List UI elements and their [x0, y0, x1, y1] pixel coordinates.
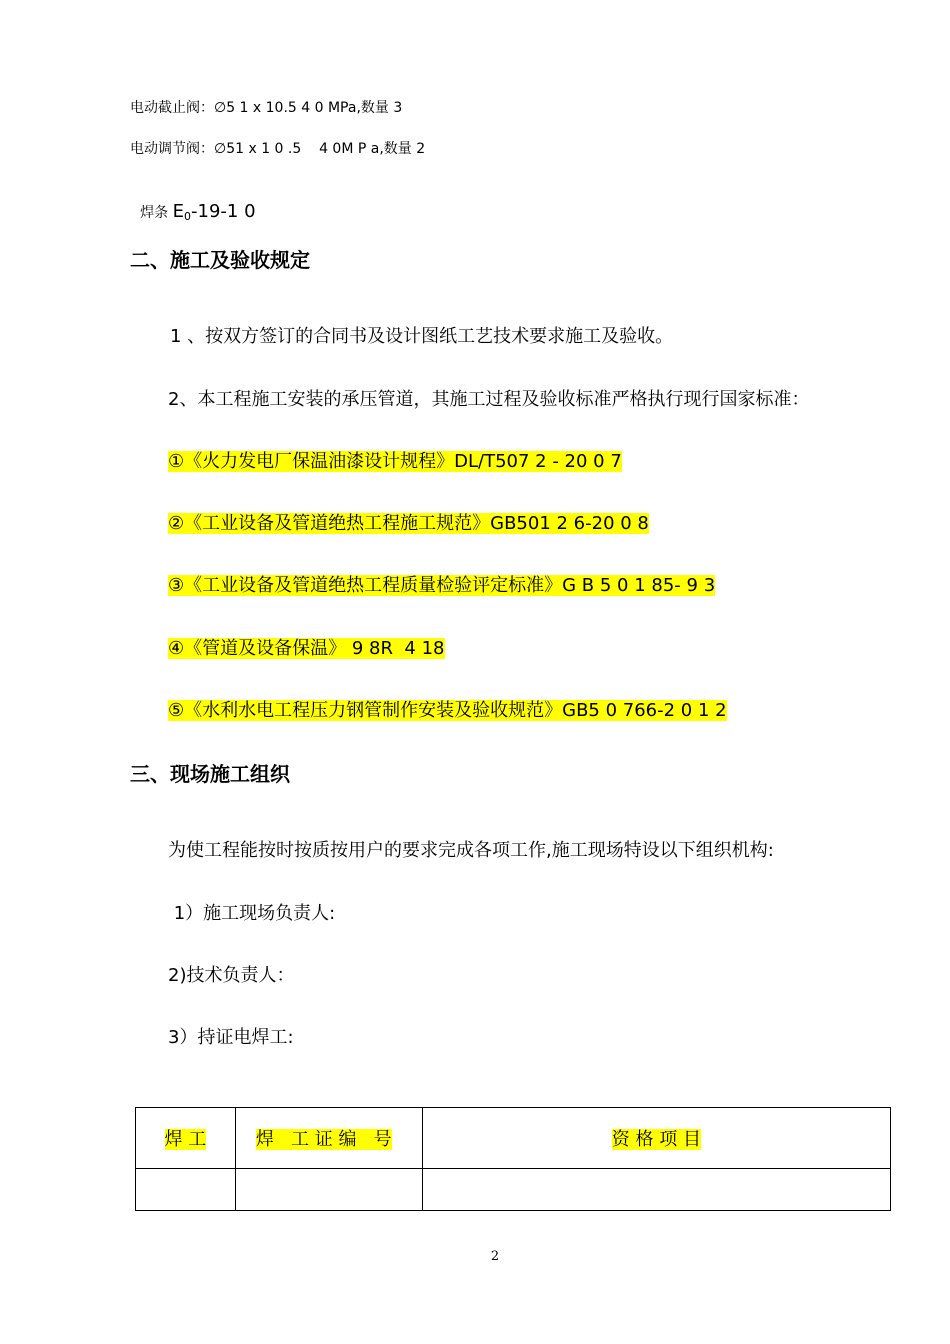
standard-text: ④《管道及设备保温》 9 8R 4 18: [168, 638, 445, 659]
table-header-row: [136, 1108, 891, 1169]
welder-table: [135, 1107, 891, 1211]
standard-item: [168, 696, 727, 722]
table-row: [136, 1169, 891, 1211]
page-number: 2: [490, 1249, 500, 1264]
section2-heading: 二、施工及验收规定: [130, 248, 310, 272]
section3-intro: 为使工程能按时按质按用户的要求完成各项工作,施工现场特设以下组织机构:: [168, 840, 774, 861]
table-header-cell: [422, 1108, 890, 1169]
section3-item1: 1）施工现场负责人:: [168, 903, 336, 924]
standard-item: [168, 571, 715, 597]
electrode-subscript: 0: [184, 210, 191, 223]
standard-text: ⑤《水利水电工程压力钢管制作安装及验收规范》GB5 0 766-2 0 1 2: [168, 700, 727, 721]
section2-item1: 1 、按双方签订的合同书及设计图纸工艺技术要求施工及验收。: [170, 326, 674, 347]
table-header-cell: [136, 1108, 236, 1169]
standard-item: [168, 634, 445, 660]
standard-item: [168, 509, 649, 535]
electrode-e: E: [172, 201, 184, 222]
standard-text: ①《火力发电厂保温油漆设计规程》DL/T507 2 - 20 0 7: [168, 451, 622, 472]
header-certificate-number: 焊 工 证 编 号: [255, 1129, 392, 1150]
section3-item3: 3）持证电焊工:: [168, 1027, 294, 1048]
standard-item: [168, 447, 622, 473]
standard-text: ③《工业设备及管道绝热工程质量检验评定标准》G B 5 0 1 85- 9 3: [168, 575, 716, 596]
table-header-cell: [235, 1108, 422, 1169]
section3-heading: 三、现场施工组织: [130, 762, 290, 786]
table-cell: [422, 1169, 890, 1211]
table-cell: [136, 1169, 236, 1211]
section3-item2: 2)技术负责人：: [168, 965, 295, 986]
standard-text: ②《工业设备及管道绝热工程施工规范》GB501 2 6-20 0 8: [168, 513, 649, 534]
section2-item2: 2、本工程施工安装的承压管道，其施工过程及验收标准严格执行现行国家标准：: [168, 389, 810, 410]
header-qualification: 资 格 项 目: [611, 1129, 701, 1150]
table-cell: [235, 1169, 422, 1211]
electrode-suffix: -19-1 0: [191, 201, 256, 222]
electrode-prefix: 焊条: [140, 205, 173, 221]
electrode-line: [130, 182, 256, 223]
valve-electric-regulating: 电动调节阀：∅51 x 1 0 .5 4 0M P a,数量 2: [130, 141, 426, 157]
header-welder: 焊 工: [164, 1129, 207, 1150]
valve-electric-stop: 电动截止阀：∅5 1 x 10.5 4 0 MPa,数量 3: [130, 100, 403, 116]
